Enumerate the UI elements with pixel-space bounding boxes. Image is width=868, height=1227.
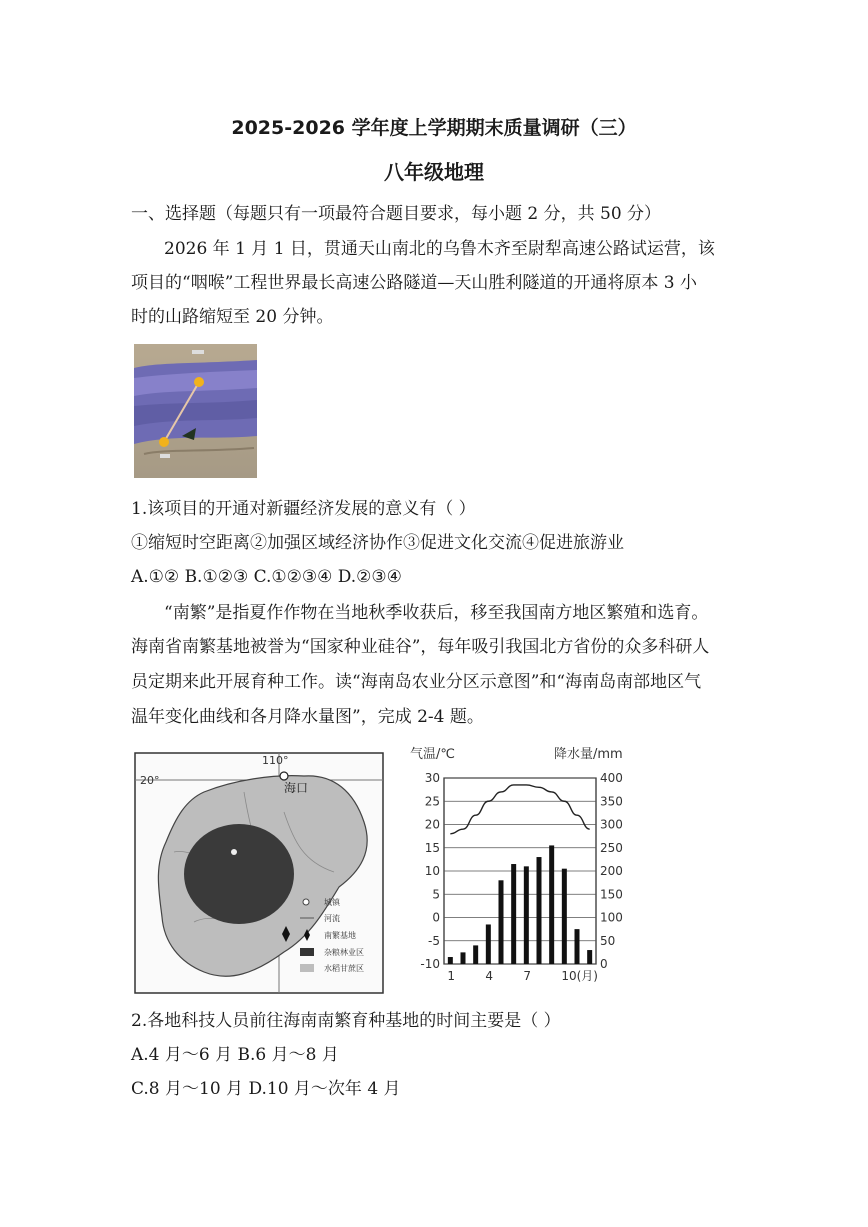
- intro1-line-1: 2026 年 1 月 1 日，贯通天山南北的乌鲁木齐至尉犁高速公路试运营，该: [164, 239, 715, 259]
- legend-nanfan-base: 南繁基地: [324, 931, 356, 940]
- q2-options-line-2: C.8 月～10 月 D.10 月～次年 4 月: [131, 1079, 401, 1099]
- precip-bar: [448, 957, 453, 964]
- chart-left-tick-label: 5: [432, 887, 440, 902]
- chart-left-tick-label: -10: [420, 957, 440, 971]
- intro1-line-2: 项目的“咽喉”工程世界最长高速公路隧道—天山胜利隧道的开通将原本 3 小: [131, 273, 698, 293]
- precip-bar: [486, 924, 491, 964]
- precip-bar: [511, 864, 516, 964]
- chart-x-tick-label: 10(月): [561, 969, 598, 983]
- chart-right-tick-label: 200: [600, 864, 623, 878]
- q1-items: ①缩短时空距离②加强区域经济协作③促进文化交流④促进旅游业: [131, 533, 624, 553]
- chart-right-tick-label: 300: [600, 817, 623, 832]
- legend-river: 河流: [324, 914, 340, 923]
- intro2-line-4: 温年变化曲线和各月降水量图”，完成 2-4 题。: [131, 707, 484, 727]
- legend-grain-forest: 杂粮林业区: [324, 948, 364, 957]
- precip-bar: [499, 880, 504, 964]
- intro2-line-3: 员定期来此开展育种工作。读“海南岛农业分区示意图”和“海南岛南部地区气: [131, 672, 702, 692]
- intro1-line-3: 时的山路缩短至 20 分钟。: [131, 307, 334, 327]
- precip-bar: [537, 857, 542, 964]
- chart-right-tick-label: 50: [600, 933, 616, 948]
- chart-right-tick-label: 350: [600, 794, 623, 809]
- chart-left-tick-label: 20: [424, 817, 440, 832]
- precip-bar: [549, 845, 554, 964]
- tunnel-satellite-image: [134, 344, 257, 478]
- precip-bar: [461, 952, 466, 964]
- precip-bar: [575, 929, 580, 964]
- chart-right-axis-title: 降水量/mm: [554, 747, 623, 762]
- map-latitude-label: 20°: [140, 774, 160, 787]
- map-longitude-label: 110°: [262, 754, 289, 767]
- precip-bar: [524, 866, 529, 964]
- intro2-line-2: 海南省南繁基地被誉为“国家种业硅谷”，每年吸引我国北方省份的众多科研人: [131, 637, 710, 657]
- chart-right-tick-label: 100: [600, 910, 623, 925]
- chart-left-tick-label: 25: [424, 794, 440, 809]
- chart-x-tick-label: 7: [523, 969, 531, 983]
- chart-right-tick-label: 0: [600, 957, 608, 971]
- precip-bar: [562, 869, 567, 964]
- chart-left-axis-title: 气温/℃: [410, 747, 455, 762]
- chart-right-tick-label: 150: [600, 887, 623, 902]
- chart-left-tick-label: -5: [428, 933, 440, 948]
- precip-bar: [587, 950, 592, 964]
- section-heading: 一、选择题（每题只有一项最符合题目要求，每小题 2 分，共 50 分）: [131, 204, 662, 224]
- q1-stem: 1.该项目的开通对新疆经济发展的意义有（ ）: [131, 499, 476, 519]
- q2-options-line-1: A.4 月～6 月 B.6 月～8 月: [131, 1045, 339, 1065]
- chart-right-tick-label: 250: [600, 840, 623, 855]
- chart-left-tick-label: 15: [424, 840, 440, 855]
- q1-options: A.①② B.①②③ C.①②③④ D.②③④: [131, 567, 402, 587]
- precip-bar: [473, 945, 478, 964]
- temperature-line: [450, 785, 589, 834]
- map-city-label: 海口: [284, 781, 309, 795]
- climate-chart: [404, 744, 650, 992]
- q2-stem: 2.各地科技人员前往海南南繁育种基地的时间主要是（ ）: [131, 1011, 561, 1031]
- legend-town: 城镇: [324, 898, 340, 907]
- chart-right-tick-label: 400: [600, 771, 623, 785]
- chart-left-tick-label: 10: [424, 864, 440, 878]
- document-subtitle: 八年级地理: [384, 160, 484, 184]
- document-title: 2025-2026 学年度上学期期末质量调研（三）: [231, 117, 637, 139]
- hainan-agriculture-map: [134, 752, 384, 994]
- intro2-line-1: “南繁”是指夏作作物在当地秋季收获后，移至我国南方地区繁殖和选育。: [164, 603, 709, 623]
- chart-left-tick-label: 30: [424, 771, 440, 785]
- legend-rice-sugarcane: 水稻甘蔗区: [324, 964, 364, 973]
- chart-x-tick-label: 1: [447, 969, 455, 983]
- chart-x-tick-label: 4: [485, 969, 493, 983]
- chart-left-tick-label: 0: [432, 910, 440, 925]
